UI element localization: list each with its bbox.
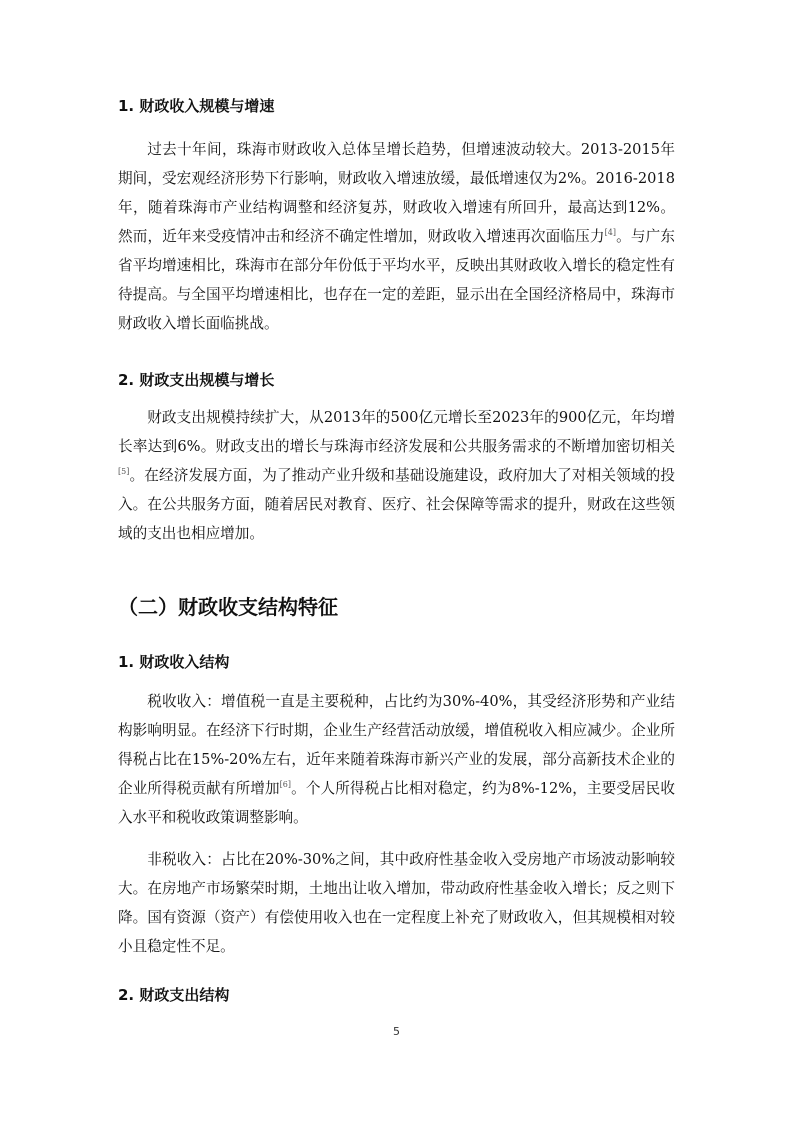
- citation-ref: [5]: [118, 467, 130, 476]
- paragraph-non-tax-revenue: 非税收入：占比在20%-30%之间，其中政府性基金收入受房地产市场波动影响较大。在房地产市场繁荣时期，土地出让收入增加，带动政府性基金收入增长；反之则下降。国有资源（资产）有偿使用收入也在一定程度上补充了财政收入，但其规模相对较小且稳定性不足。: [118, 851, 675, 955]
- paragraph-text: 过去十年间，珠海市财政收入总体呈增长趋势，但增速波动较大。2013-2015年期间，受宏观经济形势下行影响，财政收入增速放缓，最低增速仅为2%。2016-2018年，随着珠海市产业结构调整和经济复苏，财政收入增速有所回升，最高达到12%。然而，近年来受疫情冲击和经济不确定性增加，财政收入增速再次面临压力: [118, 141, 675, 245]
- section-heading-expenditure-scale: 2. 财政支出规模与增长: [118, 371, 275, 389]
- paragraph-expenditure-scale: [118, 403, 675, 548]
- paragraph-text: 税收收入：增值税一直是主要税种，占比约为30%-40%，其受经济形势和产业结构影响明显。在经济下行时期，企业生产经营活动放缓，增值税收入相应减少。企业所得税占比在15%-20%左右，近年来随着珠海市新兴产业的发展，部分高新技术企业的企业所得税贡献有所增加: [118, 693, 675, 797]
- chapter-heading-structure: （二）财政收支结构特征: [118, 595, 338, 619]
- citation-ref: [4]: [604, 228, 616, 237]
- page-number: 5: [393, 1025, 400, 1038]
- section-heading-revenue-structure: 1. 财政收入结构: [118, 653, 230, 671]
- section-heading-expenditure-structure: 2. 财政支出结构: [118, 986, 230, 1004]
- section-heading-revenue-scale: 1. 财政收入规模与增速: [118, 97, 275, 115]
- paragraph-text: 财政支出规模持续扩大，从2013年的500亿元增长至2023年的900亿元，年均增长率达到6%。财政支出的增长与珠海市经济发展和公共服务需求的不断增加密切相关: [118, 409, 675, 455]
- paragraph-tax-revenue: [118, 687, 675, 832]
- citation-ref: [6]: [279, 780, 292, 789]
- paragraph-revenue-scale: [118, 135, 675, 338]
- paragraph-text: 。与广东省平均增速相比，珠海市在部分年份低于平均水平，反映出其财政收入增长的稳定性有待提高。与全国平均增速相比，也存在一定的差距，显示出在全国经济格局中，珠海市财政收入增长面临挑战。: [118, 228, 675, 332]
- paragraph-text: 。个人所得税占比相对稳定，约为8%-12%，主要受居民收入水平和税收政策调整影响。: [118, 780, 675, 826]
- paragraph-text: 。在经济发展方面，为了推动产业升级和基础设施建设，政府加大了对相关领域的投入。在公共服务方面，随着居民对教育、医疗、社会保障等需求的提升，财政在这些领域的支出也相应增加。: [118, 467, 675, 542]
